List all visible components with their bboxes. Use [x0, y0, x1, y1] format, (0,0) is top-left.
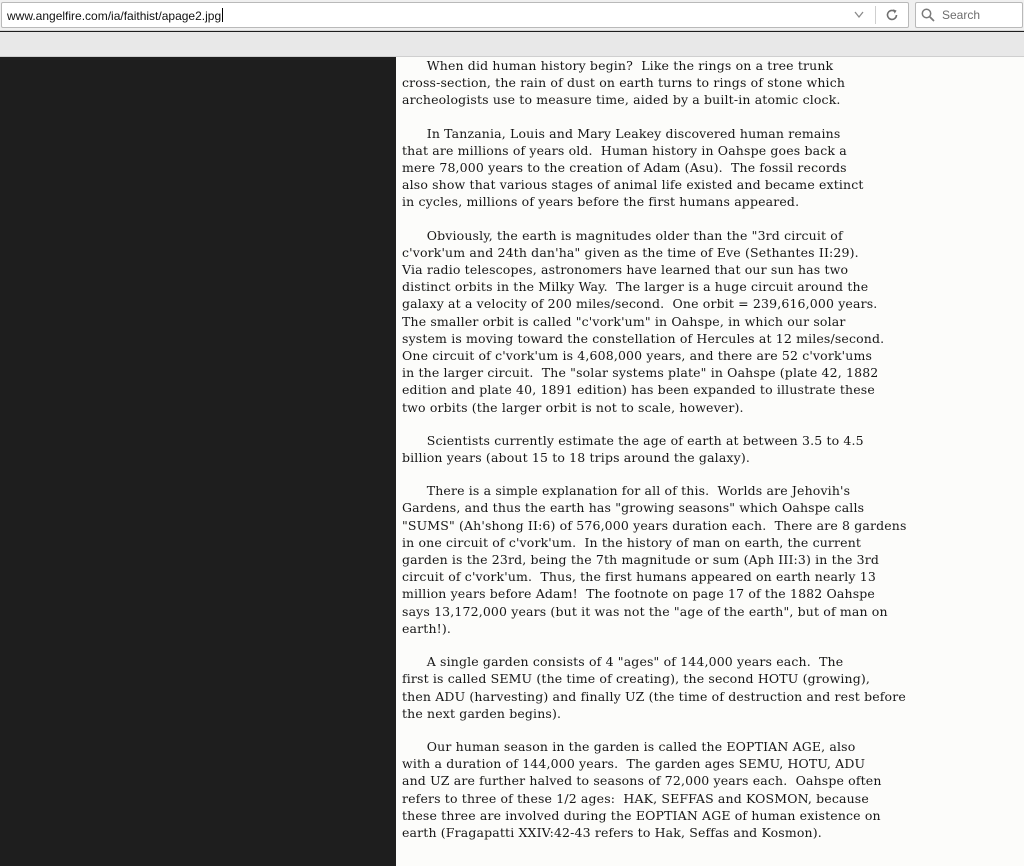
- scanned-page-image: [396, 57, 1024, 866]
- image-viewer: [0, 57, 1024, 866]
- paragraph: There is a simple explanation for all of this. Worlds are Jehovih's Gardens, and thus the earth has "growing seasons" which Oahspe calls "SUMS" (Ah'shong II:6) of 576,000 years duration each. There are 8 gardens in one circuit of c'vork'um. In the history of man on earth, the current garden is the 23rd, being the 7th magnitude or sum (Aph III:3) in the 3rd circuit of c'vork'um. Thus, the first humans appeared on earth nearly 13 million years before Adam! The footnote on page 17 of the 1882 Oahspe says 13,172,000 years (but it was not the "age of the earth", but of man on earth!).: [402, 483, 907, 636]
- paragraph: A single garden consists of 4 "ages" of 144,000 years each. The first is called SEMU (the time of creating), the second HOTU (growing), then ADU (harvesting) and finally UZ (the time of destruction and rest before the next garden begins).: [402, 654, 906, 721]
- chevron-down-icon[interactable]: [849, 3, 869, 27]
- document-text: [402, 57, 1024, 857]
- address-bar[interactable]: [1, 2, 909, 28]
- search-input[interactable]: Search: [942, 8, 981, 22]
- paragraph: Scientists currently estimate the age of earth at between 3.5 to 4.5 billion years (about 15 to 18 trips around the galaxy).: [402, 432, 864, 466]
- paragraph: Obviously, the earth is magnitudes older than the "3rd circuit of c'vork'um and 24th dan'ha" given as the time of Eve (Sethantes II:29). Via radio telescopes, astronomers have learned that our sun has two distinct orbits in the Milky Way. The larger is a huge circuit around the galaxy at a velocity of 200 miles/second. One orbit = 239,616,000 years. The smaller orbit is called "c'vork'um" in Oahspe, in which our solar system is moving toward the constellation of Hercules at 12 miles/second. One circuit of c'vork'um is 4,608,000 years, and there are 52 c'vork'ums in the larger circuit. The "solar systems plate" in Oahspe (plate 42, 1882 edition and plate 40, 1891 edition) has been expanded to illustrate these two orbits (the larger orbit is not to scale, however).: [402, 227, 885, 415]
- paragraph: When did human history begin? Like the rings on a tree trunk cross-section, the rain of dust on earth turns to rings of stone which archeologists use to measure time, aided by a built-in atomic clock.: [402, 58, 846, 108]
- address-input[interactable]: www.angelfire.com/ia/faithist/apage2.jpg: [7, 8, 222, 23]
- search-icon: [920, 7, 936, 23]
- address-bar-divider: [875, 6, 876, 24]
- paragraph: In Tanzania, Louis and Mary Leakey discovered human remains that are millions of years old. Human history in Oahspe goes back a mere 78,000 years to the creation of Adam (Asu). The fossil records also show that various stages of animal life existed and became extinct in cycles, millions of years before the first humans appeared.: [402, 125, 864, 210]
- browser-tab-strip: [0, 32, 1024, 57]
- browser-toolbar: [0, 0, 1024, 31]
- text-caret: [222, 8, 223, 22]
- reload-icon[interactable]: [882, 3, 902, 27]
- search-bar[interactable]: [915, 2, 1023, 28]
- paragraph: Our human season in the garden is called the EOPTIAN AGE, also with a duration of 144,000 years. The garden ages SEMU, HOTU, ADU and UZ are further halved to seasons of 72,000 years each. Oahspe often refers to three of these 1/2 ages: HAK, SEFFAS and KOSMON, because these three are involved during the EOPTIAN AGE of human existence on earth (Fragapatti XXIV:42-43 refers to Hak, Seffas and Kosmon).: [402, 738, 882, 840]
